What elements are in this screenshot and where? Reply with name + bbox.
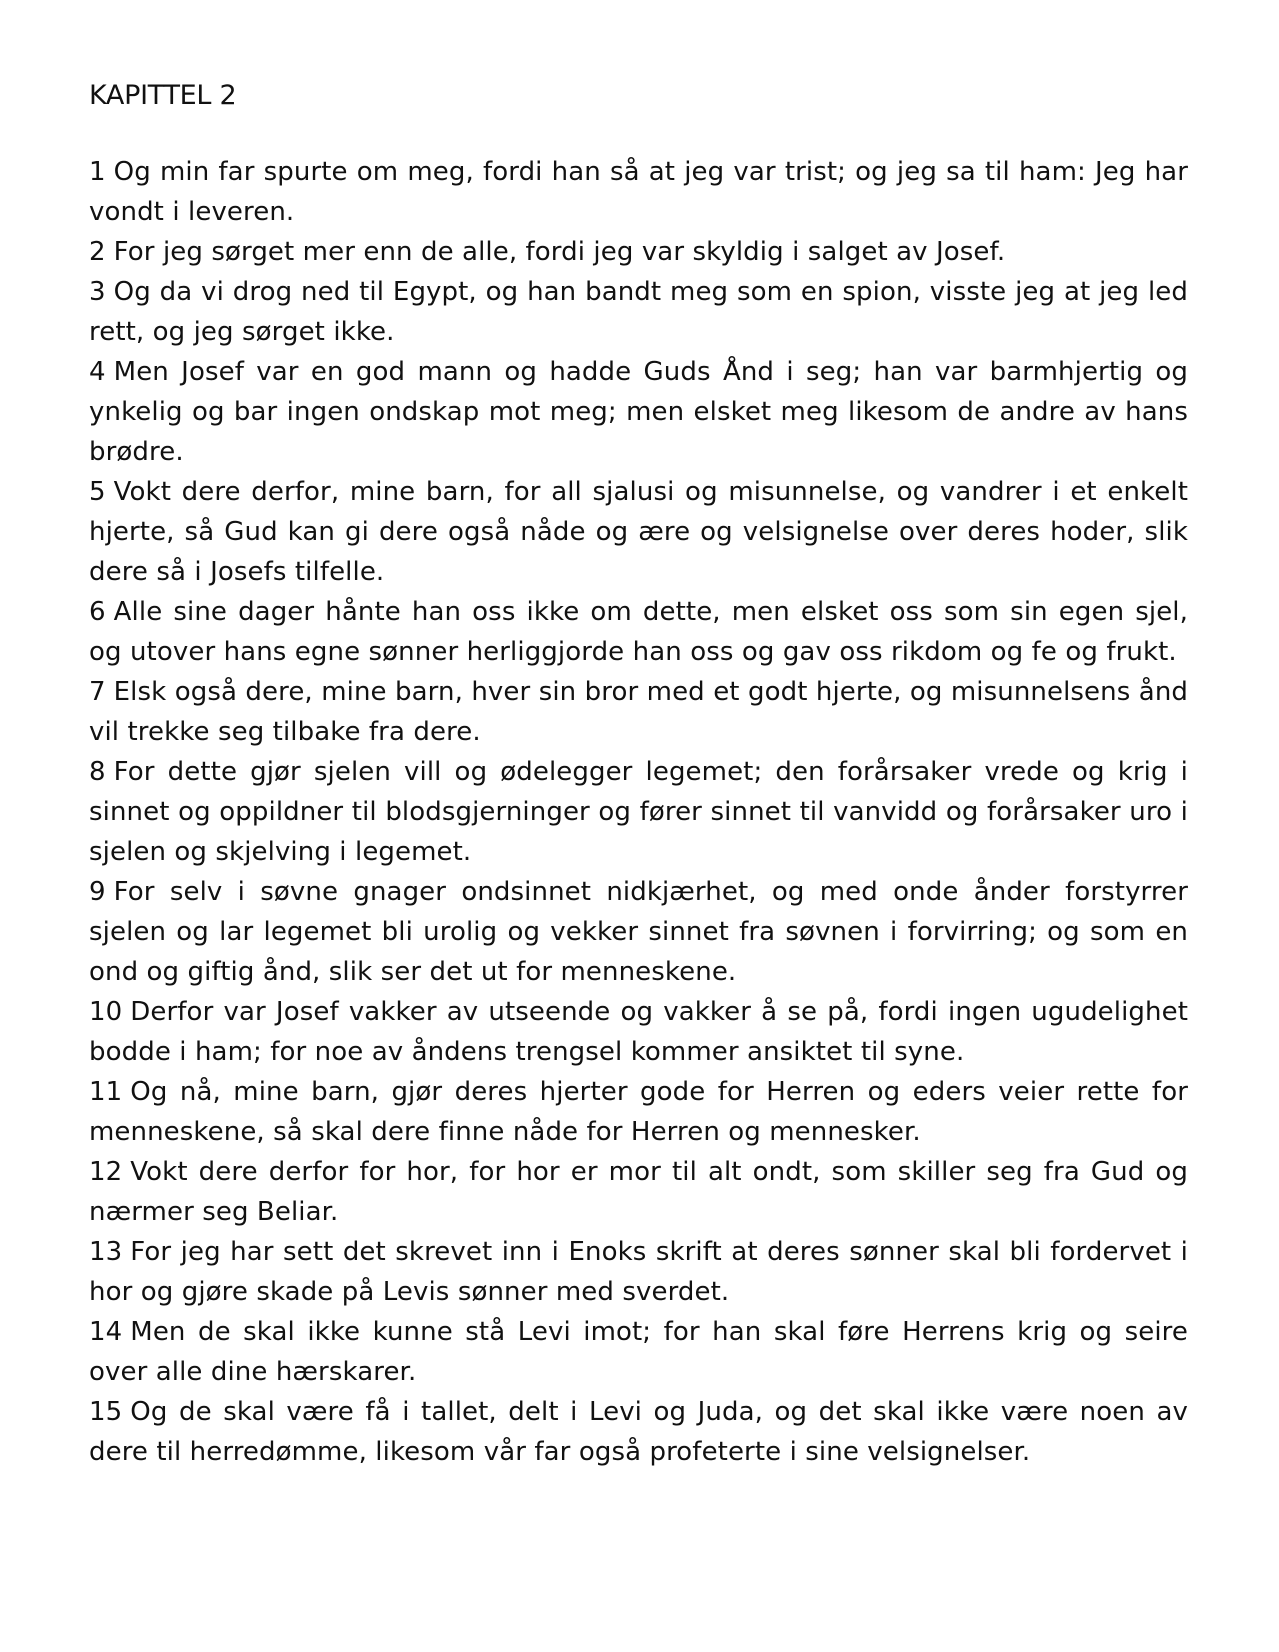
verse-number: 6: [89, 597, 106, 627]
verse: [89, 672, 1188, 752]
verse: [89, 1312, 1188, 1392]
verse: [89, 352, 1188, 472]
verse-text: Vokt dere derfor, mine barn, for all sjalusi og misunnelse, og vandrer i et enkelt hjerte, så Gud kan gi dere også nåde og ære og velsignelse over deres hoder, slik dere så i Josefs tilfelle.: [89, 477, 1188, 587]
verse-text: Men de skal ikke kunne stå Levi imot; for han skal føre Herrens krig og seire over alle dine hærskarer.: [89, 1317, 1188, 1387]
verse: [89, 232, 1188, 272]
verse-list: [89, 152, 1188, 1472]
verse-text: Og min far spurte om meg, fordi han så at jeg var trist; og jeg sa til ham: Jeg har vondt i leveren.: [89, 157, 1188, 227]
verse: [89, 472, 1188, 592]
verse-number: 12: [89, 1157, 123, 1187]
verse-number: 2: [89, 237, 106, 267]
verse-number: 13: [89, 1237, 123, 1267]
verse: [89, 1392, 1188, 1472]
verse: [89, 152, 1188, 232]
verse-number: 3: [89, 277, 106, 307]
verse-number: 5: [89, 477, 106, 507]
verse-number: 9: [89, 877, 106, 907]
verse-number: 7: [89, 677, 106, 707]
verse-number: 11: [89, 1077, 123, 1107]
verse-number: 4: [89, 357, 106, 387]
verse-number: 10: [89, 997, 123, 1027]
verse-text: For jeg har sett det skrevet inn i Enoks skrift at deres sønner skal bli fordervet i hor og gjøre skade på Levis sønner med sverdet.: [89, 1237, 1188, 1307]
verse: [89, 992, 1188, 1072]
verse: [89, 1072, 1188, 1152]
verse-text: For jeg sørget mer enn de alle, fordi jeg var skyldig i salget av Josef.: [113, 237, 1006, 267]
verse-number: 14: [89, 1317, 123, 1347]
document-page: [89, 78, 1188, 1472]
verse-text: Derfor var Josef vakker av utseende og vakker å se på, fordi ingen ugudelighet bodde i ham; for noe av åndens trengsel kommer ansiktet til syne.: [89, 997, 1188, 1067]
verse: [89, 1152, 1188, 1232]
verse: [89, 872, 1188, 992]
chapter-title: KAPITTEL 2: [89, 80, 237, 111]
verse-text: Alle sine dager hånte han oss ikke om dette, men elsket oss som sin egen sjel, og utover hans egne sønner herliggjorde han oss og gav oss rikdom og fe og frukt.: [89, 597, 1188, 667]
verse-number: 15: [89, 1397, 123, 1427]
verse: [89, 752, 1188, 872]
verse: [89, 1232, 1188, 1312]
verse-text: Og da vi drog ned til Egypt, og han bandt meg som en spion, visste jeg at jeg led rett, og jeg sørget ikke.: [89, 277, 1188, 347]
verse-text: For selv i søvne gnager ondsinnet nidkjærhet, og med onde ånder forstyrrer sjelen og lar legemet bli urolig og vekker sinnet fra søvnen i forvirring; og som en ond og giftig ånd, slik ser det ut for menneskene.: [89, 877, 1188, 987]
verse-text: Elsk også dere, mine barn, hver sin bror med et godt hjerte, og misunnelsens ånd vil trekke seg tilbake fra dere.: [89, 677, 1188, 747]
verse-text: Vokt dere derfor for hor, for hor er mor til alt ondt, som skiller seg fra Gud og nærmer seg Beliar.: [89, 1157, 1188, 1227]
verse-number: 1: [89, 157, 106, 187]
verse-text: Men Josef var en god mann og hadde Guds Ånd i seg; han var barmhjertig og ynkelig og bar ingen ondskap mot meg; men elsket meg likesom de andre av hans brødre.: [89, 357, 1188, 467]
verse: [89, 272, 1188, 352]
verse-text: Og de skal være få i tallet, delt i Levi og Juda, og det skal ikke være noen av dere til herredømme, likesom vår far også profeterte i sine velsignelser.: [89, 1397, 1188, 1467]
verse-number: 8: [89, 757, 106, 787]
verse: [89, 592, 1188, 672]
verse-text: For dette gjør sjelen vill og ødelegger legemet; den forårsaker vrede og krig i sinnet og oppildner til blodsgjerninger og fører sinnet til vanvidd og forårsaker uro i sjelen og skjelving i legemet.: [89, 757, 1188, 867]
verse-text: Og nå, mine barn, gjør deres hjerter gode for Herren og eders veier rette for menneskene, så skal dere finne nåde for Herren og mennesker.: [89, 1077, 1188, 1147]
